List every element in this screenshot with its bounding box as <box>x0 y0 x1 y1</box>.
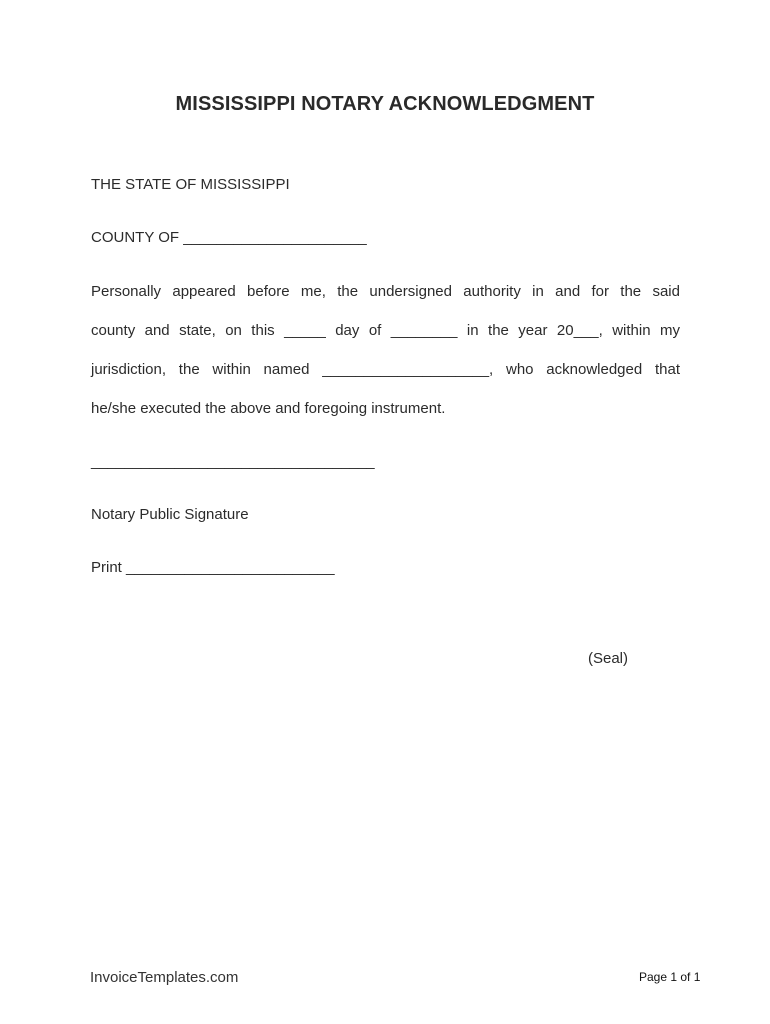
paragraph-line-1: Personally appeared before me, the undersigned authority in and for the said <box>91 283 680 300</box>
state-line: THE STATE OF MISSISSIPPI <box>91 176 290 193</box>
page-number: Page 1 of 1 <box>639 970 701 984</box>
signature-line: __________________________________ <box>91 453 375 470</box>
county-line: COUNTY OF ______________________ <box>91 229 367 246</box>
paragraph-line-2: county and state, on this _____ day of ________ in the year 20___, within my <box>91 322 680 339</box>
print-line: Print _________________________ <box>91 559 335 576</box>
seal-label: (Seal) <box>588 650 629 667</box>
signature-label: Notary Public Signature <box>91 506 249 523</box>
paragraph-line-3: jurisdiction, the within named ____________________, who acknowledged that <box>91 361 680 378</box>
paragraph-line-4: he/she executed the above and foregoing instrument. <box>91 400 446 417</box>
footer-source: InvoiceTemplates.com <box>90 969 239 986</box>
document-title: MISSISSIPPI NOTARY ACKNOWLEDGMENT <box>175 93 595 115</box>
